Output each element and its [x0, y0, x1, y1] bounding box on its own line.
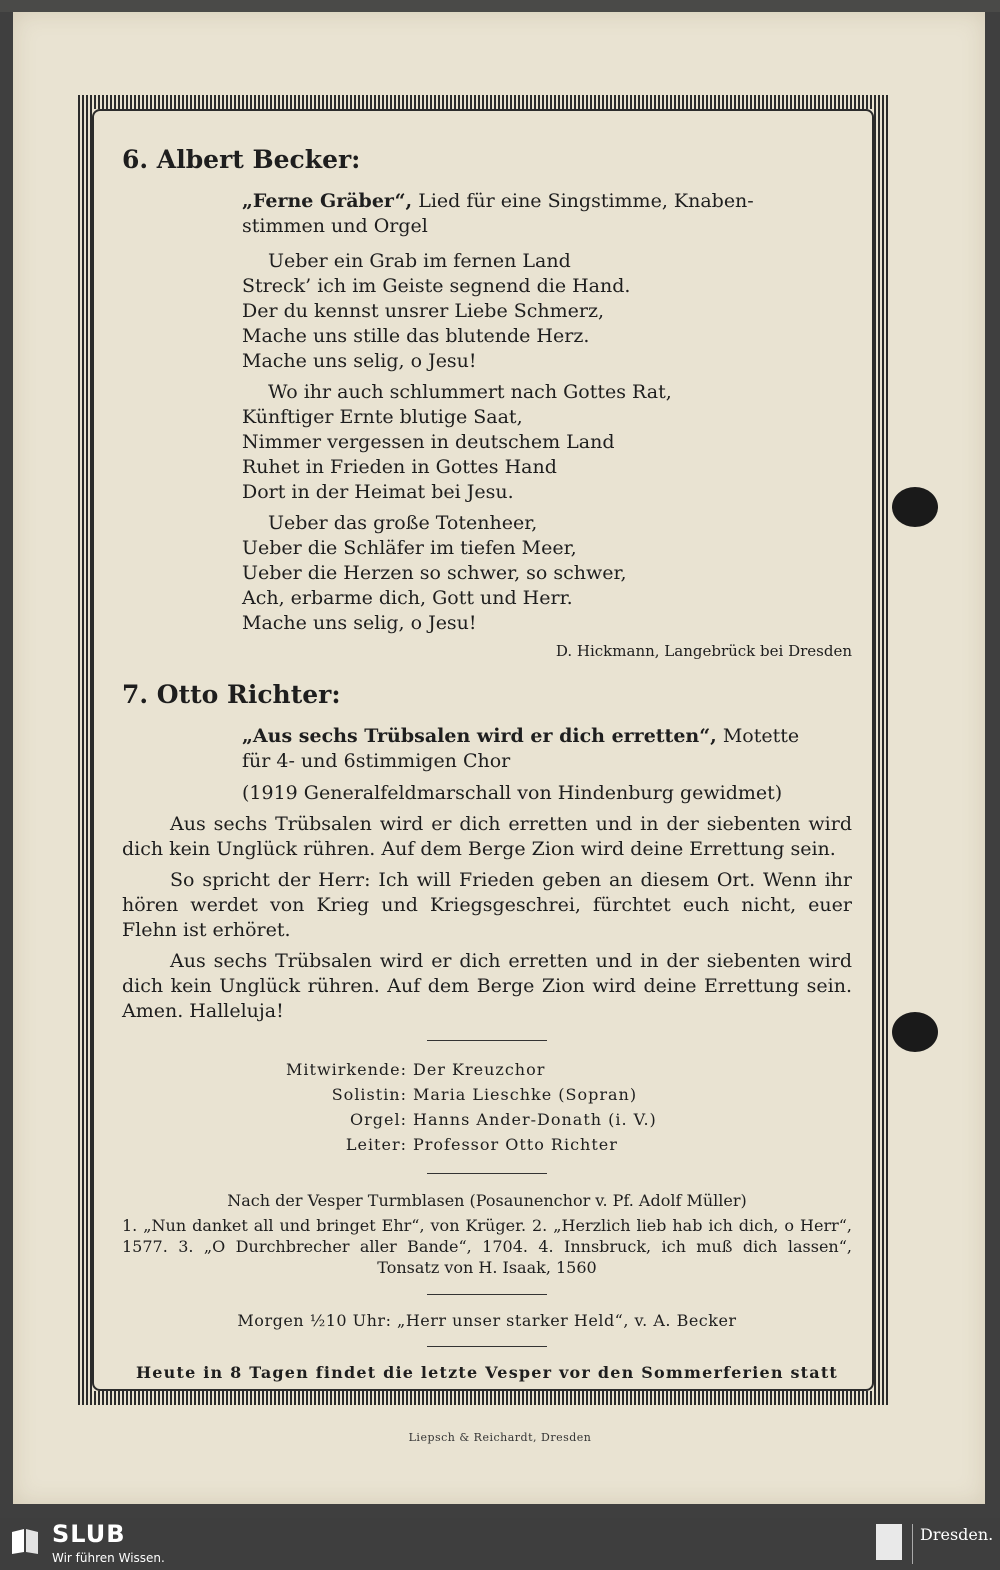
performer-role: Leiter:: [345, 1135, 407, 1154]
poem-line: Ach, erbarme dich, Gott und Herr.: [242, 587, 573, 609]
tomorrow-notice: Morgen ½10 Uhr: „Herr unser starker Held“, v. A. Becker: [237, 1311, 737, 1330]
motet-text: Aus sechs Trübsalen wird er dich erretten und in der siebenten wird dich kein Unglück rühren. Auf dem Berge Zion wird deine Errettung sein.: [122, 813, 852, 860]
poem-stanza: [242, 511, 852, 636]
slub-book-icon: [10, 1526, 40, 1556]
poem-line: Nimmer vergessen in deutschem Land: [242, 431, 615, 453]
slub-brand[interactable]: SLUB: [52, 1520, 126, 1548]
poem-credit: D. Hickmann, Langebrück bei Dresden: [555, 642, 852, 660]
performers-list: [122, 1057, 852, 1157]
divider: [427, 1294, 547, 1295]
poem-line: Ruhet in Frieden in Gottes Hand: [242, 456, 557, 478]
performer-name: Maria Lieschke (Sopran): [413, 1085, 638, 1104]
poem-stanza: [242, 249, 852, 374]
turmblasen-title: Nach der Vesper Turmblasen (Posaunenchor v. Pf. Adolf Müller): [227, 1191, 747, 1210]
dresden-wordmark: Dresden.: [920, 1525, 994, 1544]
divider: [427, 1040, 547, 1041]
program-content: [122, 145, 852, 1382]
performer-row: [122, 1082, 852, 1107]
scan-border: [0, 0, 1000, 12]
slub-tagline: Wir führen Wissen.: [52, 1551, 165, 1565]
performer-role: Mitwirkende:: [286, 1060, 407, 1079]
section-6-subtitle: [242, 189, 852, 239]
poem-line: Streck’ ich im Geiste segnend die Hand.: [242, 275, 631, 297]
section-7-subtitle-line-2: für 4- und 6stimmigen Chor: [242, 750, 511, 772]
poem-line: Dort in der Heimat bei Jesu.: [242, 481, 514, 503]
performer-role: Orgel:: [350, 1110, 407, 1129]
poem-line: Der du kennst unsrer Liebe Schmerz,: [242, 300, 605, 322]
performer-name: Professor Otto Richter: [413, 1135, 618, 1154]
printer-imprint: Liepsch & Reichardt, Dresden: [408, 1431, 592, 1444]
poem-line: Mache uns stille das blutende Herz.: [242, 325, 590, 347]
section-7-dedication: (1919 Generalfeldmarschall von Hindenburg gewidmet): [242, 782, 783, 804]
poem-line: Künftiger Ernte blutige Saat,: [242, 406, 523, 428]
performer-row: [122, 1107, 852, 1132]
section-7-heading: 7. Otto Richter:: [122, 680, 341, 709]
poem: [242, 249, 852, 636]
performer-row: [122, 1057, 852, 1082]
divider: [427, 1346, 547, 1347]
poem-line: Ueber ein Grab im fernen Land: [268, 250, 571, 272]
section-6-title: „Ferne Gräber“,: [242, 190, 413, 212]
dresden-logo[interactable]: [920, 1525, 994, 1544]
section-7-subtitle-line-1: Motette: [716, 725, 800, 747]
poem-line: Wo ihr auch schlummert nach Gottes Rat,: [268, 381, 672, 403]
punch-hole-bottom: [892, 1012, 938, 1052]
performer-row: [122, 1132, 852, 1157]
performer-name: Der Kreuzchor: [413, 1060, 546, 1079]
punch-hole-top: [892, 487, 938, 527]
dresden-crest-icon: [876, 1524, 902, 1560]
poem-line: Ueber die Schläfer im tiefen Meer,: [242, 537, 577, 559]
section-6-heading: 6. Albert Becker:: [122, 145, 361, 174]
performer-name: Hanns Ander-Donath (i. V.): [413, 1110, 657, 1129]
footer-divider: [912, 1524, 913, 1564]
poem-line: Mache uns selig, o Jesu!: [242, 350, 477, 372]
section-6-subtitle-line-1: Lied für eine Singstimme, Knaben-: [412, 190, 754, 212]
poem-stanza: [242, 380, 852, 505]
poem-line: Ueber das große Totenheer,: [268, 512, 538, 534]
divider: [427, 1173, 547, 1174]
motet-text: So spricht der Herr: Ich will Frieden geben an diesem Ort. Wenn ihr hören werdet von Krieg und Kriegsgeschrei, fürchtet euch nicht, euer Flehn ist erhöret.: [122, 869, 852, 941]
section-6-subtitle-line-2: stimmen und Orgel: [242, 215, 428, 237]
poem-line: Mache uns selig, o Jesu!: [242, 612, 477, 634]
turmblasen-list: 1. „Nun danket all und bringet Ehr“, von Krüger. 2. „Herzlich lieb hab ich dich, o Herr“, 1577. 3. „O Durchbrecher aller Bande“, 1704. 4. Innsbruck, ich muß dich lassen“, Tonsatz von H. Isaak, 1560: [122, 1216, 852, 1277]
slub-footer: [0, 1518, 1000, 1570]
next-vesper-announcement: Heute in 8 Tagen findet die letzte Vesper vor den Sommerferien statt: [135, 1363, 838, 1382]
performer-role: Solistin:: [331, 1085, 407, 1104]
motet-text: Aus sechs Trübsalen wird er dich erretten und in der siebenten wird dich kein Unglück rühren. Auf dem Berge Zion wird deine Errettung sein. Amen. Halleluja!: [122, 950, 852, 1022]
section-7-subtitle: [242, 724, 852, 774]
poem-line: Ueber die Herzen so schwer, so schwer,: [242, 562, 627, 584]
section-7-title: „Aus sechs Trübsalen wird er dich erretten“,: [242, 725, 717, 747]
